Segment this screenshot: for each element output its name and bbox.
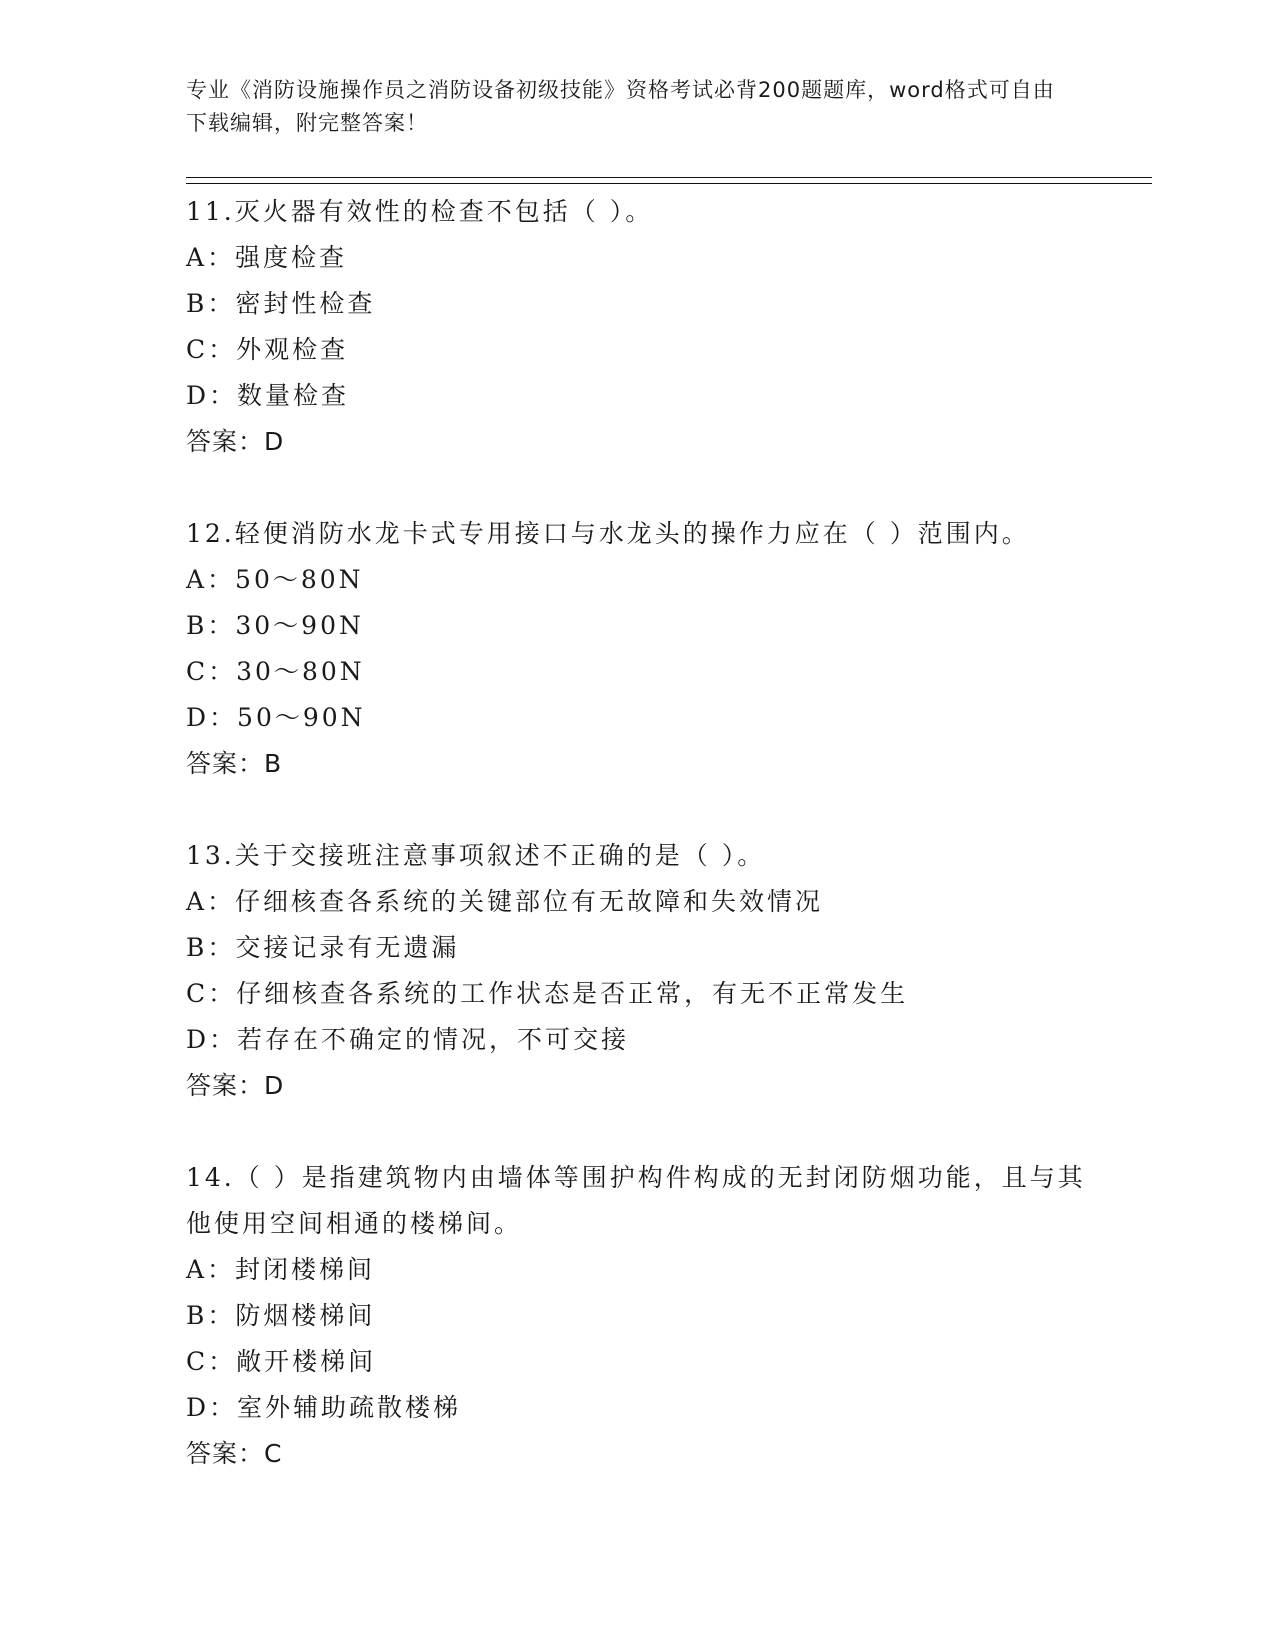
- option-d: D：室外辅助疏散楼梯: [186, 1393, 462, 1422]
- question-list: [186, 189, 1086, 1523]
- question-11: [186, 189, 1086, 465]
- option-b: B：防烟楼梯间: [186, 1301, 376, 1330]
- option-a: A：封闭楼梯间: [186, 1255, 376, 1284]
- answer: 答案：D: [186, 1071, 285, 1100]
- option-c: C：外观检查: [186, 335, 349, 364]
- option-d: D：若存在不确定的情况，不可交接: [186, 1025, 630, 1054]
- option-a: A：50～80N: [186, 565, 364, 594]
- question-14: [186, 1155, 1086, 1477]
- answer: 答案：D: [186, 427, 285, 456]
- option-b: B：交接记录有无遗漏: [186, 933, 460, 962]
- question-13: [186, 833, 1086, 1109]
- option-d: D：数量检查: [186, 381, 350, 410]
- header-divider-bottom: [186, 183, 1152, 184]
- question-stem: 14.（ ）是指建筑物内由墙体等围护构件构成的无封闭防烟功能，且与其他使用空间相通的楼梯间。: [186, 1163, 1086, 1238]
- option-b: B：30～90N: [186, 611, 364, 640]
- option-c: C：仔细核查各系统的工作状态是否正常，有无不正常发生: [186, 979, 909, 1008]
- option-d: D：50～90N: [186, 703, 366, 732]
- question-stem: 13.关于交接班注意事项叙述不正确的是（ ）。: [186, 841, 766, 870]
- answer: 答案：B: [186, 749, 283, 778]
- question-12: [186, 511, 1086, 787]
- option-c: C：30～80N: [186, 657, 365, 686]
- option-b: B：密封性检查: [186, 289, 376, 318]
- header-divider-top: [186, 177, 1152, 178]
- option-a: A：强度检查: [186, 243, 348, 272]
- option-a: A：仔细核查各系统的关键部位有无故障和失效情况: [186, 887, 824, 916]
- answer: 答案：C: [186, 1439, 283, 1468]
- option-c: C：敞开楼梯间: [186, 1347, 377, 1376]
- question-stem: 11.灭火器有效性的检查不包括（ ）。: [186, 197, 654, 226]
- document-title: 专业《消防设施操作员之消防设备初级技能》资格考试必背200题题库，word格式可自由下载编辑，附完整答案！: [186, 78, 1055, 135]
- document-header: [186, 74, 1076, 140]
- question-stem: 12.轻便消防水龙卡式专用接口与水龙头的操作力应在（ ）范围内。: [186, 519, 1030, 548]
